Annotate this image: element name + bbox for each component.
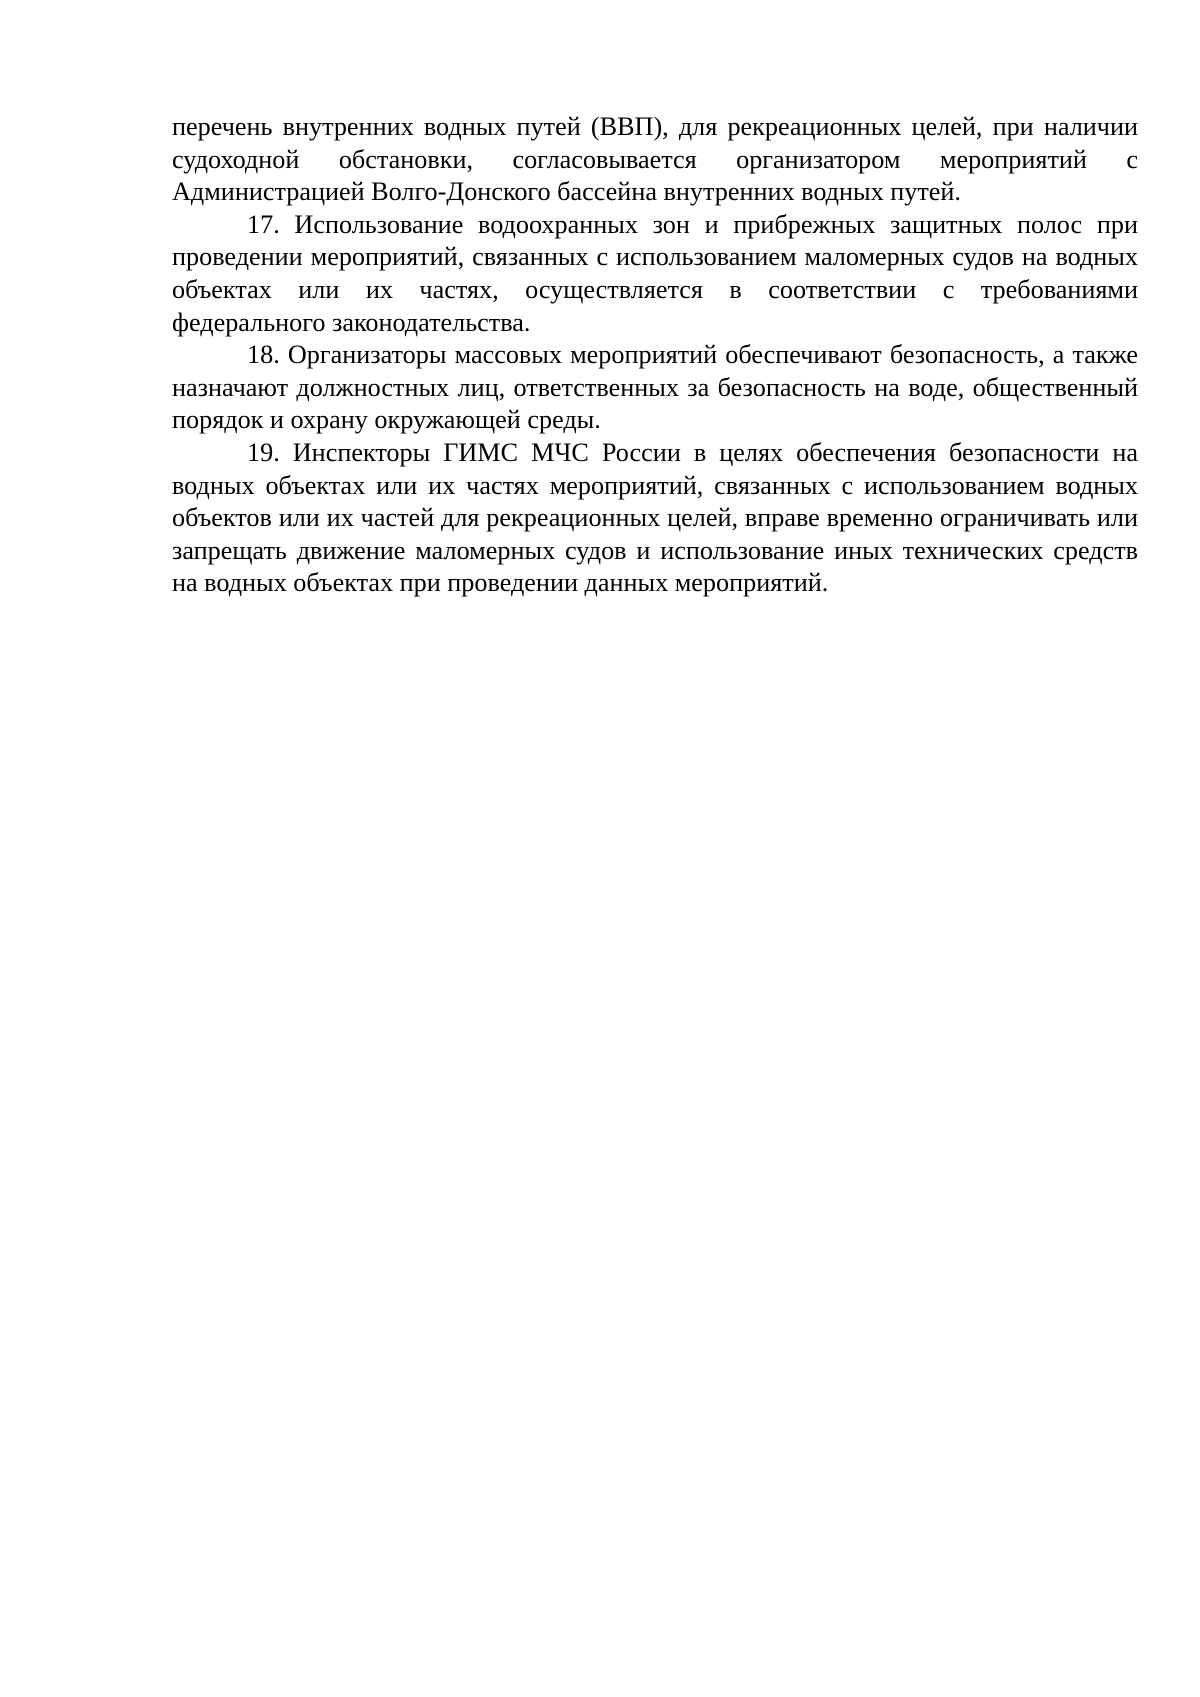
paragraph-item-18: 18. Организаторы массовых мероприятий обеспечивают безопасность, а также назначают должностных лиц, ответственных за безопасность на воде, общественный порядок и охрану окружающей среды. <box>172 340 1138 435</box>
paragraph-item-19: 19. Инспекторы ГИМС МЧС России в целях обеспечения безопасности на водных объектах или их частях мероприятий, связанных с использованием водных объектов или их частей для рекреационных целей, вправе временно ограничивать или запрещать движение маломерных судов и использование иных технических средств на водных объектах при проведении данных мероприятий. <box>172 437 1138 598</box>
paragraph-continuation: перечень внутренних водных путей (ВВП), для рекреационных целей, при наличии судоходной обстановки, согласовывается организатором мероприятий с Администрацией Волго-Донского бассейна внутренних водных путей. <box>172 112 1138 207</box>
paragraph-item-17: 17. Использование водоохранных зон и прибрежных защитных полос при проведении мероприятий, связанных с использованием маломерных судов на водных объектах или их частях, осуществляется в соответствии с требованиями федерального законодательства. <box>172 209 1138 337</box>
document-body <box>172 111 1138 600</box>
